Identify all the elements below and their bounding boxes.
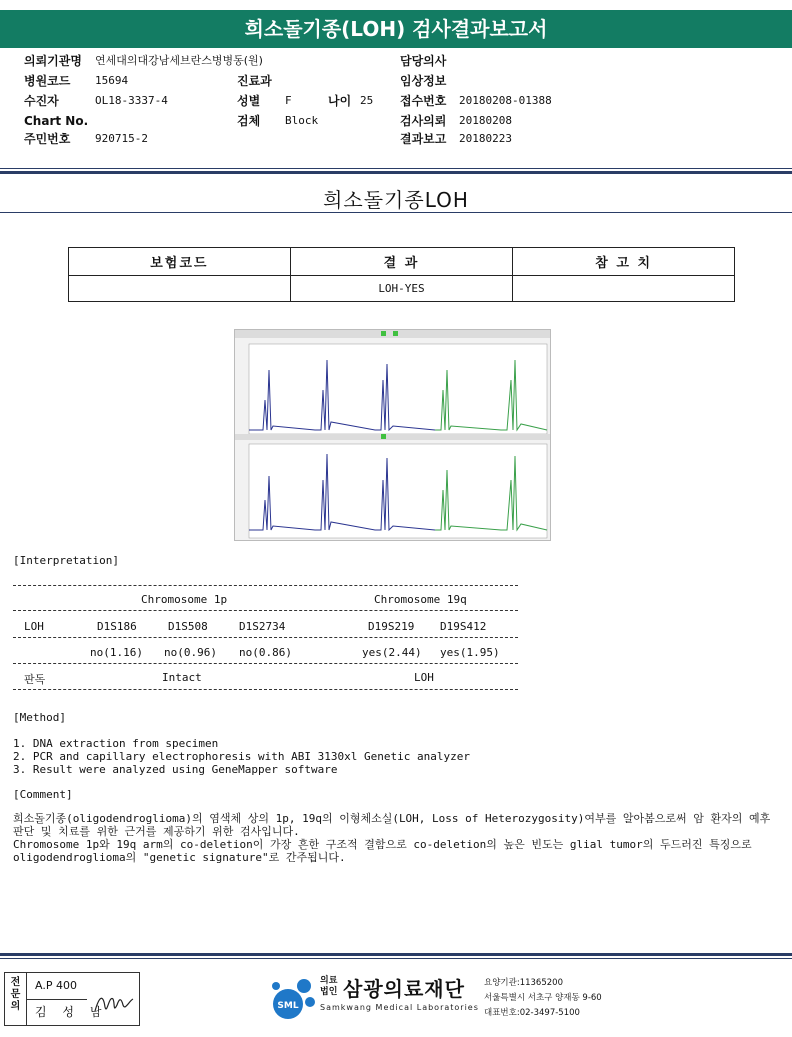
report-date-value: 20180223 (459, 132, 512, 145)
value-d19s412: yes(1.95) (440, 646, 500, 659)
dashed-rule (13, 637, 518, 638)
electropherogram-image (234, 329, 551, 541)
patient-value: OL18-3337-4 (95, 94, 168, 107)
logo-text: SML (277, 1001, 299, 1011)
judgement-1p: Intact (162, 671, 202, 684)
rrn-value: 920715-2 (95, 132, 148, 145)
report-date-label: 결과보고 (400, 132, 447, 146)
receipt-value: 20180208-01388 (459, 94, 552, 107)
divider (27, 999, 87, 1000)
org-phone: 대표번호:02-3497-5100 (484, 1008, 580, 1018)
dept-label: 진료과 (237, 74, 272, 88)
age-value: 25 (360, 94, 374, 107)
request-date-value: 20180208 (459, 114, 512, 127)
org-name: 삼광의료재단 (343, 977, 465, 1001)
chr19q-label: Chromosome 19q (374, 593, 467, 606)
org-english-name: Samkwang Medical Laboratories (320, 1003, 479, 1012)
interpretation-heading: [Interpretation] (13, 554, 119, 567)
doctor-label: 담당의사 (400, 54, 447, 68)
cell-result: LOH-YES (290, 276, 513, 302)
sex-label: 성별 (237, 94, 261, 108)
marker-d1s2734: D1S2734 (239, 620, 286, 633)
receipt-label: 접수번호 (400, 94, 447, 108)
loh-label: LOH (24, 620, 44, 633)
hospital-code-label: 병원코드 (24, 74, 71, 88)
pathologist-signature-box (4, 972, 140, 1026)
electropherogram-traces (235, 330, 550, 540)
doctor-name: 김 성 남 (35, 1005, 108, 1019)
specimen-label: 검체 (237, 114, 261, 128)
divider (0, 212, 792, 213)
org-code: 요양기관:11365200 (484, 978, 563, 988)
institution-label: 의뢰기관명 (24, 54, 82, 68)
request-label: 검사의뢰 (400, 114, 447, 128)
comment-body (13, 812, 783, 864)
chr1p-label: Chromosome 1p (141, 593, 228, 606)
age-label: 나이 (328, 94, 352, 108)
comment-heading: [Comment] (13, 788, 73, 801)
result-table (68, 247, 735, 302)
sml-logo-icon (268, 972, 320, 1024)
marker-d1s508: D1S508 (168, 620, 208, 633)
header-reference: 참 고 치 (513, 248, 735, 276)
cell-insurance-code (69, 276, 291, 302)
judgement-label: 판독 (24, 673, 46, 686)
method-heading: [Method] (13, 711, 66, 724)
specialist-label: 전 문 의 (5, 973, 27, 1025)
clinical-info-label: 임상정보 (400, 74, 447, 88)
comment-paragraph: Chromosome 1p와 19q arm의 co-deletion이 가장 흔한 구조적 결함으로 co-deletion의 높은 빈도는 glial tumor의 두드러진 특징으로 oligodendroglioma의 "genetic signature"로 간주됩니다. (13, 838, 752, 864)
value-d1s2734: no(0.86) (239, 646, 292, 659)
divider (0, 168, 792, 169)
marker-d19s412: D19S412 (440, 620, 487, 633)
method-step: 1. DNA extraction from specimen (13, 737, 219, 750)
method-step: 2. PCR and capillary electrophoresis with ABI 3130xl Genetic analyzer (13, 750, 470, 763)
value-d1s508: no(0.96) (164, 646, 217, 659)
specimen-value: Block (285, 114, 319, 127)
dashed-rule (13, 663, 518, 664)
header-result: 결 과 (290, 248, 513, 276)
divider (0, 953, 792, 956)
org-contact (484, 976, 602, 1021)
institution-value: 연세대의대강남세브란스병병동(원) (95, 54, 263, 67)
divider (0, 958, 792, 959)
ap-number: A.P 400 (35, 979, 77, 992)
dashed-rule (13, 610, 518, 611)
dashed-rule (13, 585, 518, 586)
rrn-label: 주민번호 (24, 132, 71, 146)
header-insurance-code: 보험코드 (69, 248, 291, 276)
hospital-code-value: 15694 (95, 74, 129, 87)
marker-d19s219: D19S219 (368, 620, 415, 633)
org-address: 서울특별시 서초구 양재동 9-60 (484, 993, 602, 1003)
report-header-title: 희소돌기종(LOH) 검사결과보고서 (0, 10, 792, 48)
method-step: 3. Result were analyzed using GeneMapper software (13, 763, 338, 776)
chart-no-label: Chart No. (24, 114, 89, 128)
value-d19s219: yes(2.44) (362, 646, 422, 659)
value-d1s186: no(1.16) (90, 646, 143, 659)
comment-paragraph: 희소돌기종(oligodendroglioma)의 염색체 상의 1p, 19q의 이형체소실(LOH, Loss of Heterozygosity)여부를 알아봄으로써 암 환자의 예후 판단 및 치료를 위한 근거를 제공하기 위한 검사입니다. (13, 812, 771, 838)
org-type-label: 의료 법인 (320, 976, 338, 997)
report-title: 희소돌기종LOH (323, 188, 469, 212)
patient-info-section (0, 50, 792, 156)
patient-label: 수진자 (24, 94, 59, 108)
sex-value: F (285, 94, 292, 107)
marker-d1s186: D1S186 (97, 620, 137, 633)
judgement-19q: LOH (414, 671, 434, 684)
cell-reference (513, 276, 735, 302)
dashed-rule (13, 689, 518, 690)
divider (0, 171, 792, 174)
signature-image (91, 987, 137, 1019)
